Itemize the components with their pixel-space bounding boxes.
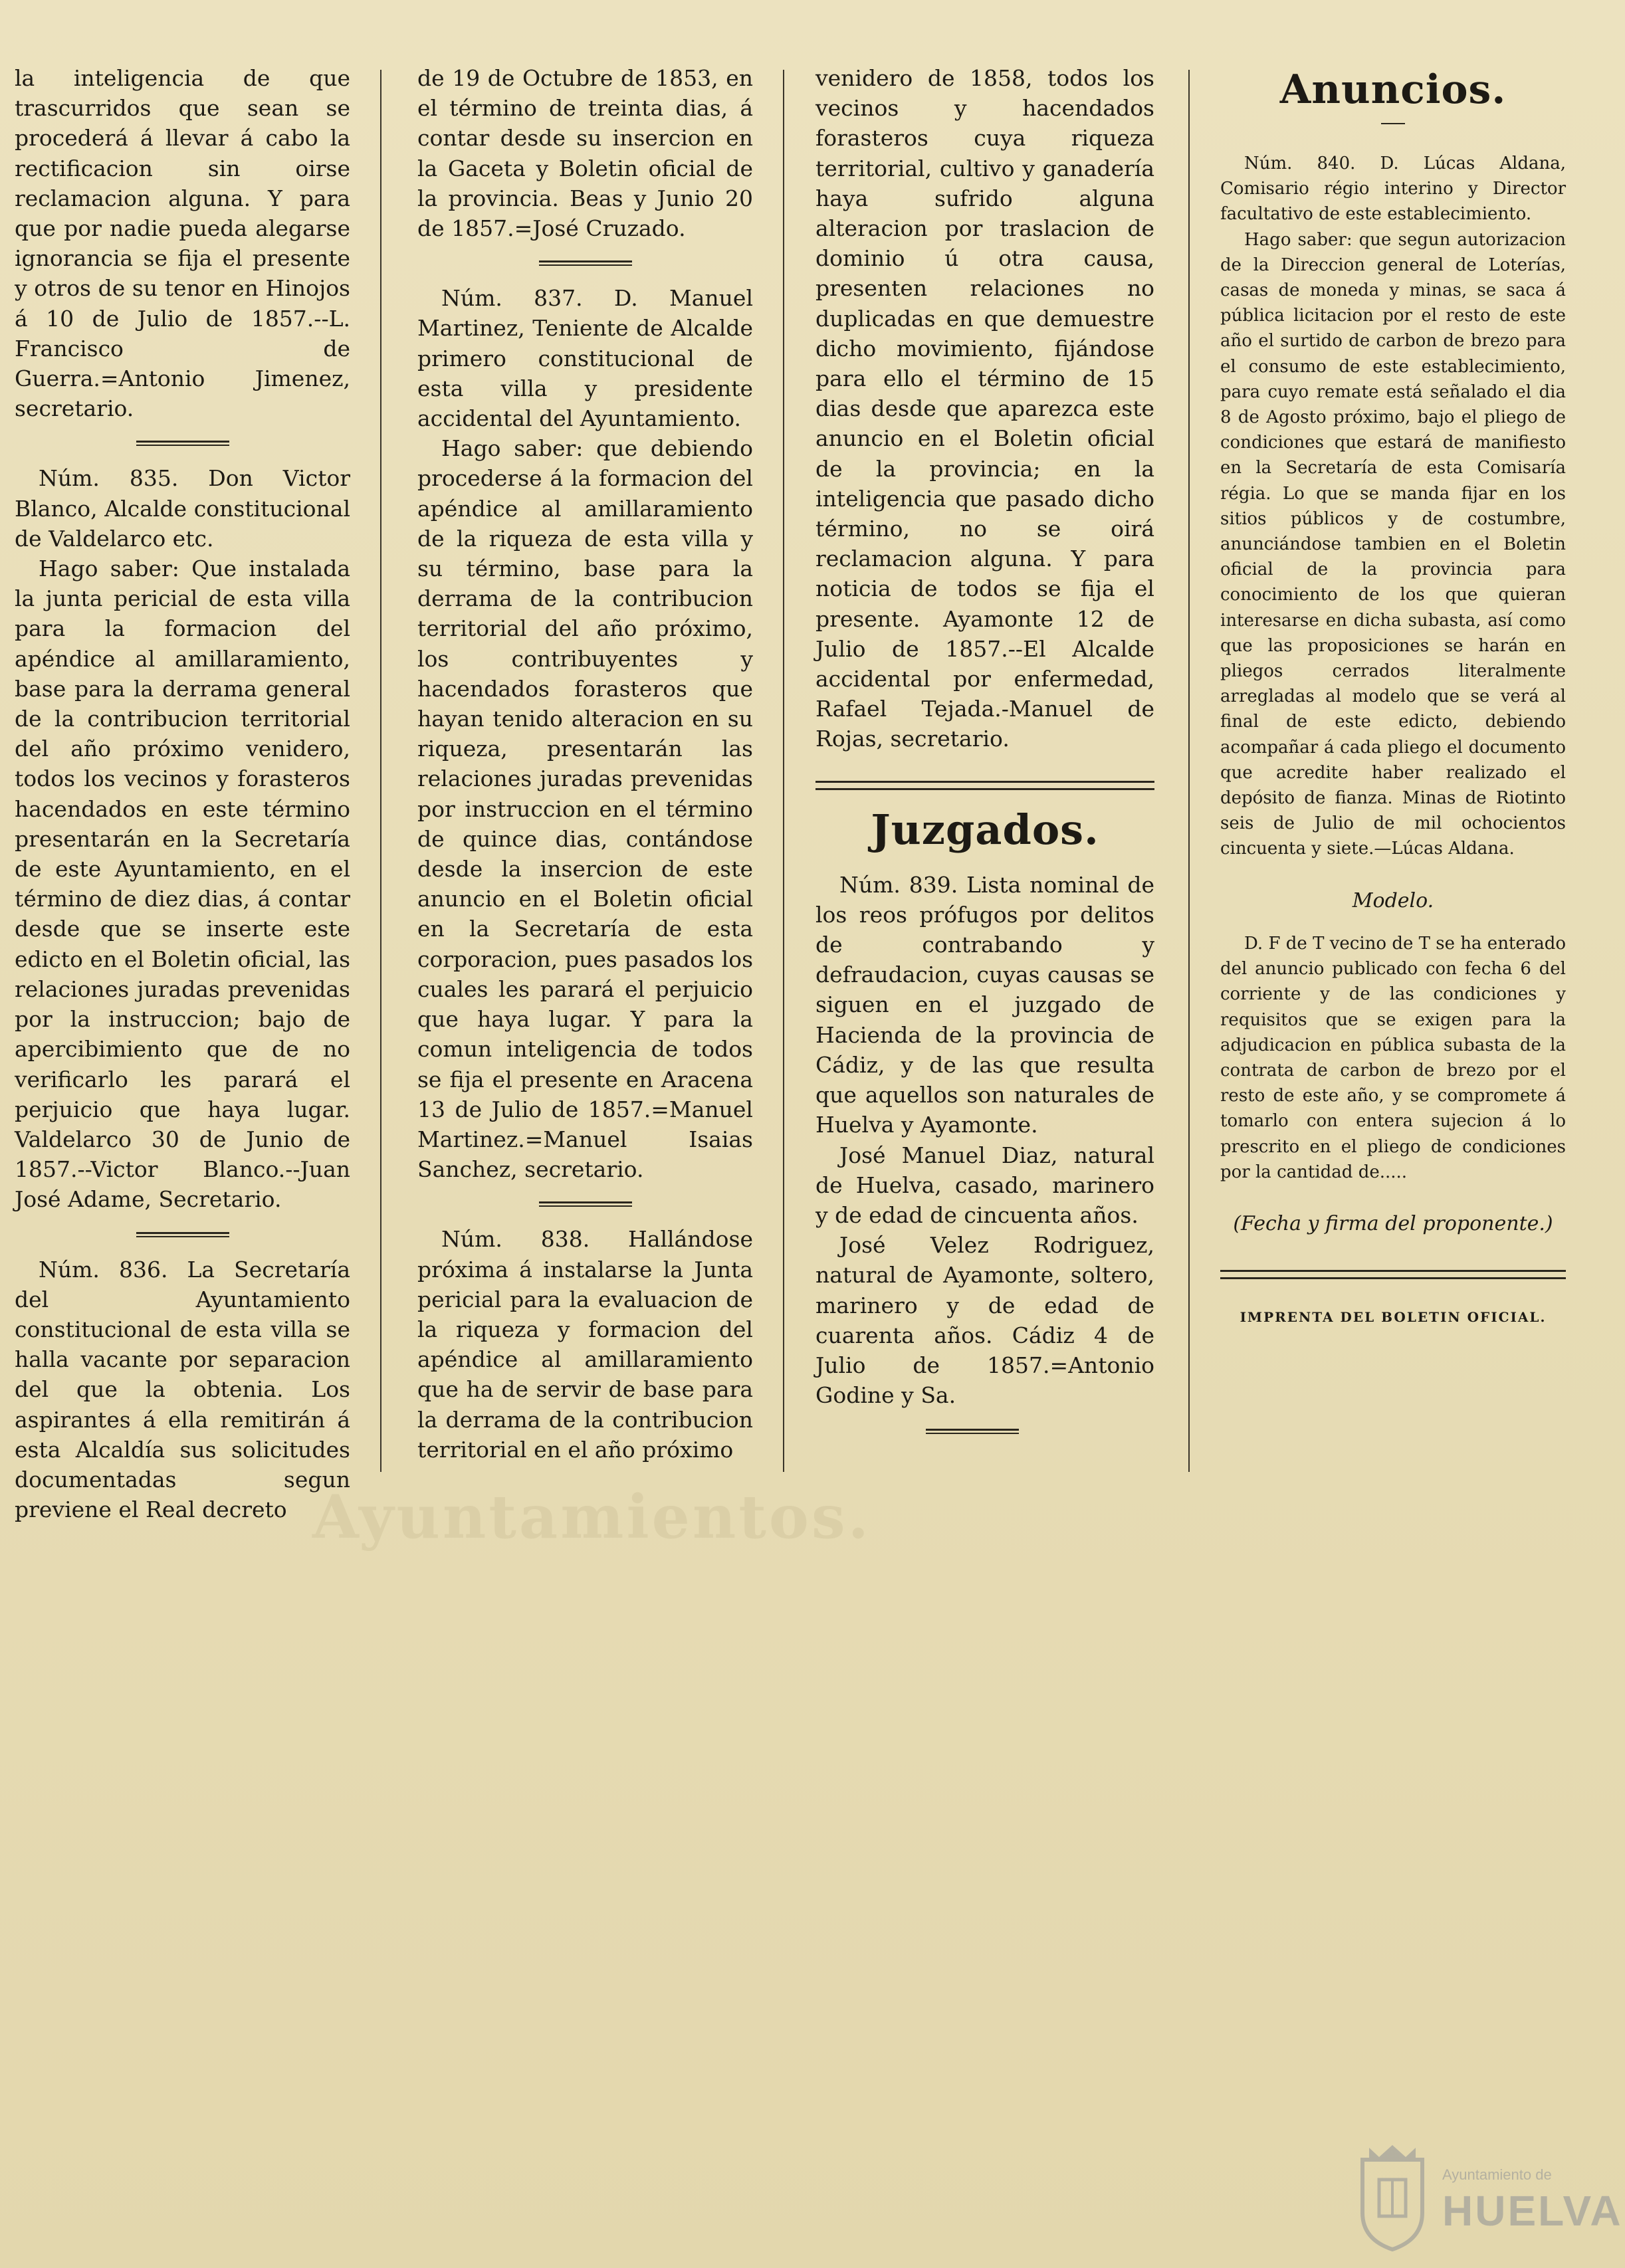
crest-icon (1349, 2140, 1436, 2253)
title-dash (1381, 123, 1405, 124)
show-through-text: Ayuntamientos. (312, 1482, 871, 1552)
continued-text: la inteligencia de que trascurridos que sean se procederá á llevar á cabo la rectificacion sin oirse reclamacion alguna. Y para que por nadie pueda alegarse ignorancia se fija el presente y otros de su tenor en Hinojos á 10 de Julio de 1857.--L. Francisco de Guerra.=Antonio Jimenez, secretario. (15, 65, 350, 422)
separator (15, 423, 350, 463)
section-separator (1220, 1270, 1566, 1279)
modelo-body: D. F de T vecino de T se ha enterado del anuncio publicado con fecha 6 del corriente y de las condiciones y requisitos que se exigen para la adjudicacion en pública subasta de la contrata de carbon de brezo por el resto de este año, y se compromete á tomarlo con entera sujecion á lo prescrito en el pliego de condiciones por la cantidad de..... (1220, 933, 1566, 1182)
entry-837-body: Hago saber: que debiendo procederse á la formacion del apéndice al amillaramiento de la riqueza de esta villa y su término, base para la derrama de la contribucion territorial del año próximo, los contribuyentes y hacendados forasteros que hayan tenido alteracion en su riqueza, presentarán las relaciones juradas prevenidas por instruccion en el término de quince dias, contándose desde la insercion de este anuncio en el Boletin oficial en la Secretaría de esta corporacion, pues pasados los cuales les parará el perjuicio que haya lugar. Y para la comun inteligencia de todos se fija el presente en Aracena 13 de Julio de 1857.=Manuel Martinez.=Manuel Isaias Sanchez, secretario. (417, 435, 753, 1183)
continued-text: venidero de 1858, todos los vecinos y hacendados forasteros cuya riqueza territorial, cultivo y ganadería haya sufrido alguna alteracion por traslacion de dominio ú otra causa, presenten relaciones no duplicadas en que demuestre dicho movimiento, fijándose para ello el término de 15 dias desde que aparezca este anuncio en el Boletin oficial de la provincia; en la inteligencia que pasado dicho término, no se oirá reclamacion alguna. Y para noticia de todos se fija el presente. Ayamonte 12 de Julio de 1857.--El Alcalde accidental por enfermedad, Rafael Tejada.-Manuel de Rojas, secretario. (815, 65, 1154, 752)
bottom-separator (926, 1429, 1019, 1434)
entry-838-body: Núm. 838. Hallándose próxima á instalarse la Junta pericial para la evaluacion de la riqueza y formacion del apéndice al amillaramiento que ha de servir de base para la derrama de la contribucion territorial en el año próximo (417, 1226, 753, 1463)
entry-839-body: Núm. 839. Lista nominal de los reos prófugos por delitos de contrabando y defraudacion, cuyas causas se siguen en el juzgado de Hacienda de la provincia de Cádiz, y de las que resulta que aquellos son naturales de Huelva y Ayamonte. (815, 871, 1154, 1138)
column-rule (783, 70, 784, 1472)
fugitive-1: José Manuel Diaz, natural de Huelva, casado, marinero y de edad de cincuenta años. (815, 1142, 1154, 1228)
entry-836-body: Núm. 836. La Secretaría del Ayuntamiento constitucional de esta villa se halla vacante por separacion del que la obtenia. Los aspirantes á ella remitirán á esta Alcaldía sus solicitudes documentadas segun previene el Real decreto (15, 1256, 350, 1523)
entry-835-body: Hago saber: Que instalada la junta pericial de esta villa para la formacion del apéndice al amillaramiento, base para la derrama general de la contribucion territorial del año próximo venidero, todos los vecinos y forasteros hacendados en este término presentarán en la Secretaría de este Ayuntamiento, en el término de diez dias, á contar desde que se inserte este edicto en el Boletin oficial, las relaciones juradas prevenidas por la instruccion; bajo de apercibimiento que de no verificarlo les parará el perjuicio que haya lugar. Valdelarco 30 de Junio de 1857.--Victor Blanco.--Juan José Adame, Secretario. (15, 556, 350, 1213)
separator (417, 1184, 753, 1224)
section-separator (815, 781, 1154, 790)
section-title-anuncios: Anuncios. (1279, 66, 1507, 113)
column-3 (815, 63, 1154, 1410)
separator (15, 1215, 350, 1255)
modelo-title: Modelo. (1352, 888, 1434, 912)
watermark-name: HUELVA (1442, 2187, 1623, 2235)
column-1 (15, 63, 350, 1524)
entry-837-heading: Núm. 837. D. Manuel Martinez, Teniente de Alcalde primero constitucional de esta villa y presidente accidental del Ayuntamiento. (417, 285, 753, 432)
entry-840-body: Hago saber: que segun autorizacion de la Direccion general de Loterías, casas de moneda y minas, se saca á pública licitacion por el resto de este año el surtido de carbon de brezo para el consumo de este establecimiento, para cuyo remate está señalado el dia 8 de Agosto próximo, bajo el pliego de condiciones que estará de manifiesto en la Secretaría de esta Comisaría régia. Lo que se manda fijar en los sitios públicos y de costumbre, anunciándose tambien en el Boletin oficial de la provincia para conocimiento de los que quieran interesarse en dicha subasta, así como que las proposiciones se harán en pliegos cerrados literalmente arregladas al modelo que se verá al final de este edicto, debiendo acompañar á cada pliego el documento que acredite haber realizado el depósito de fianza. Minas de Riotinto seis de Julio de mil ochocientos cincuenta y siete.—Lúcas Aldana. (1220, 229, 1566, 859)
continued-text: de 19 de Octubre de 1853, en el término de treinta dias, á contar desde su insercion en la Gaceta y Boletin oficial de la provincia. Beas y Junio 20 de 1857.=José Cruzado. (417, 65, 753, 242)
column-2 (417, 63, 753, 1465)
column-4 (1220, 63, 1566, 1330)
entry-835-heading: Núm. 835. Don Victor Blanco, Alcalde constitucional de Valdelarco etc. (15, 465, 350, 552)
separator (417, 243, 753, 283)
column-rule (1188, 70, 1190, 1472)
archive-watermark (1349, 2140, 1623, 2253)
watermark-subtitle: Ayuntamiento de (1442, 2166, 1552, 2183)
entry-840-heading: Núm. 840. D. Lúcas Aldana, Comisario régio interino y Director facultativo de este establecimiento. (1220, 154, 1566, 225)
signature-line: (Fecha y firma del proponente.) (1233, 1211, 1553, 1235)
column-rule (380, 70, 381, 1472)
section-title-juzgados: Juzgados. (871, 805, 1099, 854)
printer-imprint: IMPRENTA DEL BOLETIN OFICIAL. (1240, 1309, 1547, 1326)
fugitive-2: José Velez Rodriguez, natural de Ayamonte, soltero, marinero y de edad de cuarenta años. Cádiz 4 de Julio de 1857.=Antonio Godine y Sa. (815, 1232, 1154, 1409)
